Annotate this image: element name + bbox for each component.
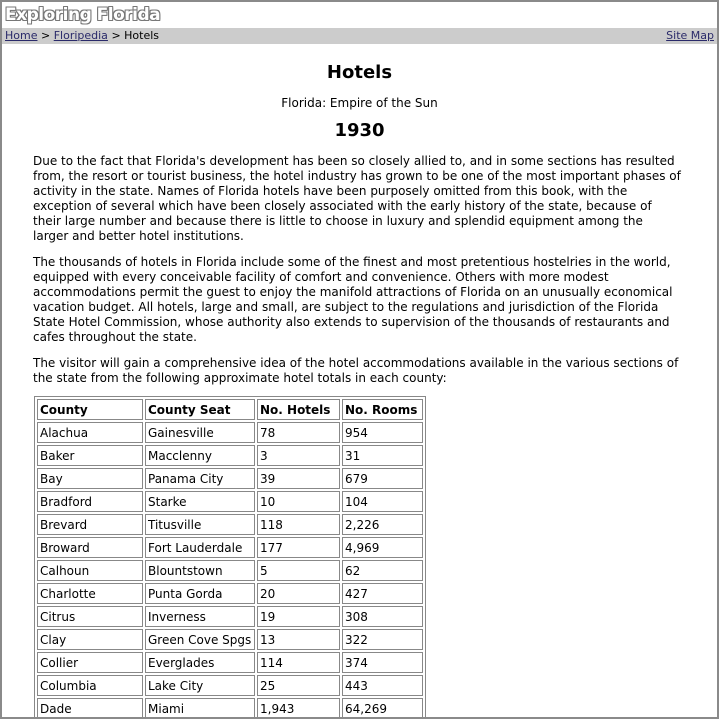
county-cell: Bradford [37, 491, 143, 512]
county-cell: Dade [37, 698, 143, 719]
hotels-cell: 13 [257, 629, 340, 650]
county-seat-cell: Titusville [145, 514, 255, 535]
county-cell: Calhoun [37, 560, 143, 581]
hotels-cell: 114 [257, 652, 340, 673]
hotels-cell: 39 [257, 468, 340, 489]
county-seat-cell: Inverness [145, 606, 255, 627]
site-logo[interactable]: Exploring Florida [5, 5, 161, 25]
rooms-cell: 954 [342, 422, 423, 443]
rooms-cell: 64,269 [342, 698, 423, 719]
breadcrumb-floripedia-link[interactable]: Floripedia [53, 29, 108, 42]
breadcrumb [5, 29, 159, 42]
county-seat-cell: Lake City [145, 675, 255, 696]
county-cell: Broward [37, 537, 143, 558]
hotels-cell: 177 [257, 537, 340, 558]
rooms-cell: 443 [342, 675, 423, 696]
table-row [37, 652, 423, 673]
county-cell: Baker [37, 445, 143, 466]
county-seat-cell: Everglades [145, 652, 255, 673]
table-row [37, 491, 423, 512]
navigation-bar [2, 28, 717, 44]
table-row [37, 422, 423, 443]
county-cell: Charlotte [37, 583, 143, 604]
county-seat-cell: Macclenny [145, 445, 255, 466]
breadcrumb-home-link[interactable]: Home [5, 29, 38, 42]
rooms-cell: 308 [342, 606, 423, 627]
hotels-cell: 20 [257, 583, 340, 604]
rooms-cell: 374 [342, 652, 423, 673]
table-row [37, 675, 423, 696]
table-header-row [37, 399, 423, 420]
hotels-cell: 10 [257, 491, 340, 512]
header [2, 2, 717, 28]
county-seat-cell: Green Cove Spgs [145, 629, 255, 650]
county-seat-cell: Punta Gorda [145, 583, 255, 604]
county-seat-cell: Miami [145, 698, 255, 719]
county-seat-cell: Blountstown [145, 560, 255, 581]
paragraph: The visitor will gain a comprehensive idea of the hotel accommodations available in the various sections of the state from the following approximate hotel totals in each county: [33, 356, 679, 385]
rooms-cell: 104 [342, 491, 423, 512]
county-cell: Collier [37, 652, 143, 673]
column-header-rooms: No. Rooms [342, 399, 423, 420]
hotels-cell: 1,943 [257, 698, 340, 719]
hotels-cell: 19 [257, 606, 340, 627]
table-row [37, 698, 423, 719]
rooms-cell: 427 [342, 583, 423, 604]
hotels-cell: 5 [257, 560, 340, 581]
county-cell: Clay [37, 629, 143, 650]
county-seat-cell: Fort Lauderdale [145, 537, 255, 558]
site-map-link[interactable]: Site Map [666, 29, 714, 42]
table-row [37, 606, 423, 627]
breadcrumb-separator: > [111, 29, 121, 42]
main-content [2, 61, 717, 719]
county-cell: Brevard [37, 514, 143, 535]
hotel-table [34, 396, 426, 719]
rooms-cell: 322 [342, 629, 423, 650]
county-seat-cell: Gainesville [145, 422, 255, 443]
hotels-cell: 78 [257, 422, 340, 443]
page-subtitle: Florida: Empire of the Sun [281, 96, 438, 110]
county-cell: Citrus [37, 606, 143, 627]
county-seat-cell: Starke [145, 491, 255, 512]
rooms-cell: 2,226 [342, 514, 423, 535]
rooms-cell: 679 [342, 468, 423, 489]
table-body [37, 422, 423, 719]
county-cell: Alachua [37, 422, 143, 443]
rooms-cell: 4,969 [342, 537, 423, 558]
rooms-cell: 31 [342, 445, 423, 466]
table-row [37, 468, 423, 489]
breadcrumb-current: Hotels [124, 29, 160, 42]
hotels-cell: 25 [257, 675, 340, 696]
paragraph: The thousands of hotels in Florida include some of the finest and most pretentious hostelries in the world, equipped with every conceivable facility of comfort and convenience. Others with more modest accommodations permit the guest to enjoy the manifold attractions of Florida on an unusually economical vacation budget. All hotels, large and small, are subject to the regulations and jurisdiction of the Florida State Hotel Commission, whose authority also extends to supervision of the thousands of restaurants and cafes throughout the state. [33, 255, 673, 344]
county-seat-cell: Panama City [145, 468, 255, 489]
table-row [37, 537, 423, 558]
paragraph: Due to the fact that Florida's development has been so closely allied to, and in some sections has resulted from, the resort or tourist business, the hotel industry has grown to be one of the most important phases of activity in the state. Names of Florida hotels have been purposely omitted from this book, with the exception of several which have been closely associated with the early history of the state, because of their large number and because there is little to choose in luxury and splendid equipment among the larger and better hotel institutions. [33, 154, 681, 243]
rooms-cell: 62 [342, 560, 423, 581]
page-year: 1930 [334, 120, 385, 141]
column-header-county-seat: County Seat [145, 399, 255, 420]
breadcrumb-separator: > [40, 29, 51, 42]
column-header-hotels: No. Hotels [257, 399, 340, 420]
table-row [37, 560, 423, 581]
column-header-county: County [37, 399, 143, 420]
county-cell: Bay [37, 468, 143, 489]
county-cell: Columbia [37, 675, 143, 696]
hotels-cell: 3 [257, 445, 340, 466]
table-row [37, 514, 423, 535]
table-row [37, 445, 423, 466]
hotels-cell: 118 [257, 514, 340, 535]
table-row [37, 583, 423, 604]
table-row [37, 629, 423, 650]
page-title: Hotels [326, 62, 393, 83]
